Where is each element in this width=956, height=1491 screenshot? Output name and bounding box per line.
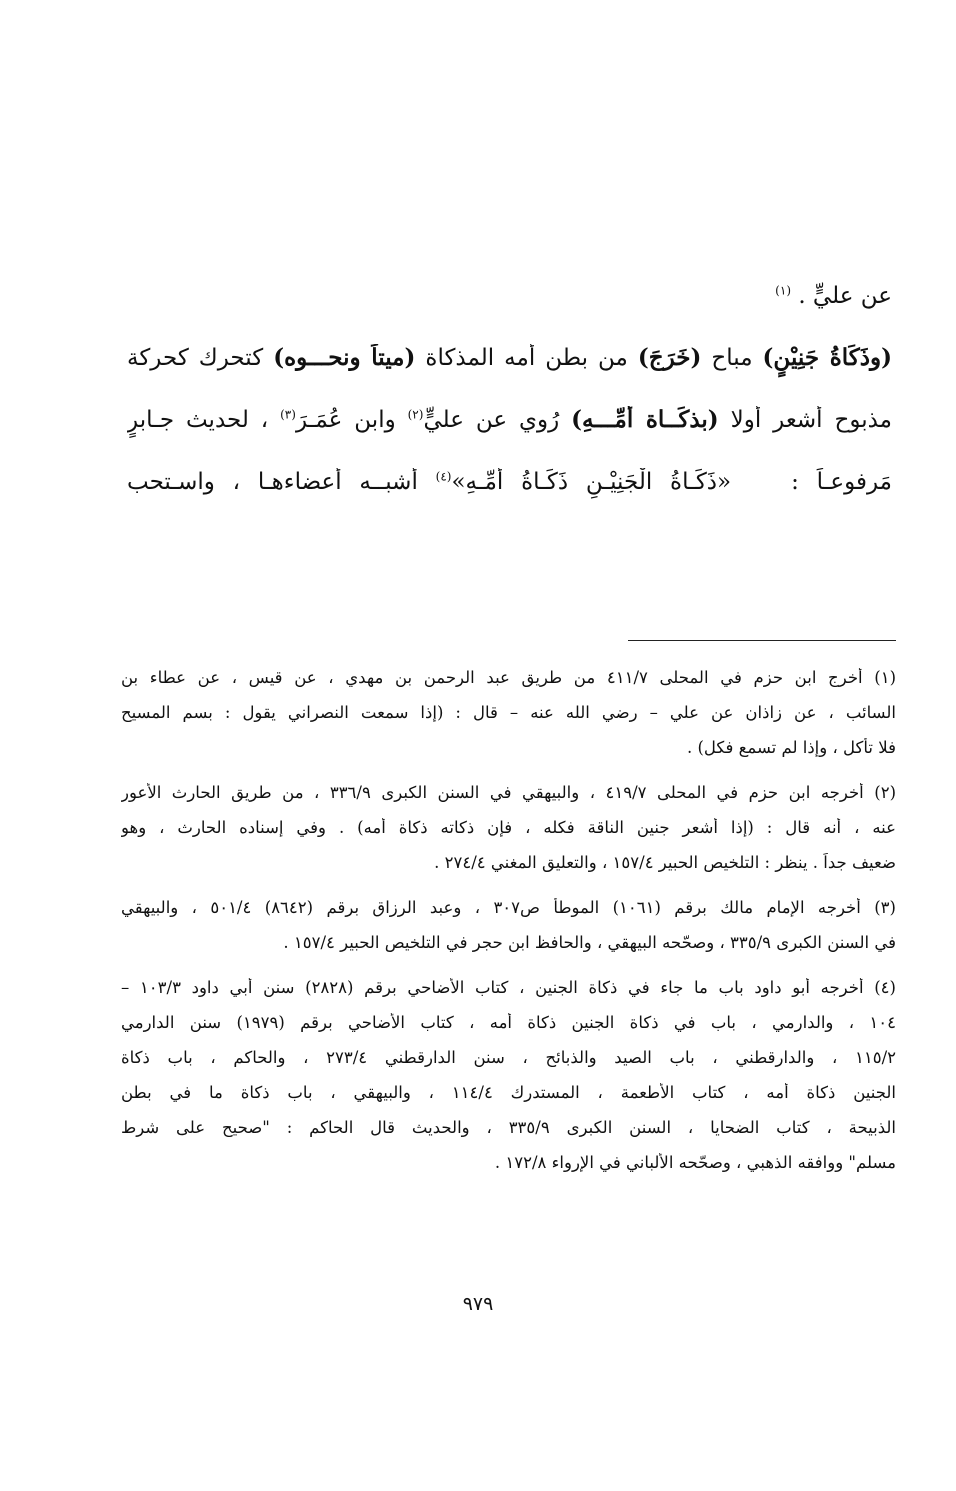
footnote-line: فلا تأكل ، وإذا لم تسمع فكل) .: [686, 738, 896, 757]
body-text-segment: ، لحديث جـابرٍ: [127, 407, 281, 433]
body-text-segment: رُوي عن عليٍّ: [423, 407, 572, 433]
footnote-ref-2[interactable]: (٢): [407, 407, 424, 422]
footnote-line: في السنن الكبرى ٣٣٥/٩ ، وصحّحه البيهقي ، والحافظ ابن حجر في التلخيص الحبير ١٥٧/٤ .: [283, 933, 896, 952]
hadith-quote: «ذَكَـاةُ الْجَنِيْـنِ ذَكَـاةُ أُمِّـهِ»: [451, 469, 732, 495]
body-text-segment: من بطن أمه المذكاة: [415, 345, 638, 371]
body-text-segment: أشبــه أعضاءهـا ، واسـتحب: [127, 469, 436, 495]
footnote-line: (٣) أخرجه الإمام مالك برقم (١٠٦١) الموطأ ص٣٠٧ ، وعبد الرزاق برقم (٨٦٤٢) ٥٠١/٤ ، والبيهقي: [121, 898, 896, 917]
body-text-segment: مباح: [701, 345, 763, 371]
footnote-divider: [628, 640, 896, 641]
footnote-3: [121, 898, 896, 968]
footnote-line: السائب ، عن زاذان عن علي – رضي الله عنه – قال : (إذا سمعت النصراني يقول : بسم المسيح: [121, 703, 896, 722]
footnote-line: الذبيحة ، كتاب الضحايا ، السنن الكبرى ٣٣٥/٩ ، والحديث قال الحاكم : "صحيح على شرط: [121, 1118, 896, 1137]
body-line-2: [127, 344, 892, 406]
footnote-2: [121, 783, 896, 888]
footnotes: [121, 668, 896, 1198]
footnote-ref-4[interactable]: (٤): [435, 469, 452, 484]
footnote-4: [121, 978, 896, 1188]
footnote-line: ١٠٤ ، والدارمي ، باب في ذكاة الجنين ذكاة أمه ، كتاب الأضاحي برقم (١٩٧٩) سنن الدارمي: [121, 1013, 896, 1032]
body-bold-segment: (وذَكَاةُ جَنِيْنٍ): [762, 344, 892, 371]
footnote-ref-3[interactable]: (٣): [280, 407, 296, 422]
body-text-segment: مذبوح أشعر أولا: [718, 407, 892, 433]
body-bold-segment: (خَرَجَ): [637, 344, 702, 371]
footnote-line: ١١٥/٢ ، والدارقطني ، باب الصيد والذبائح ، سنن الدارقطني ٢٧٣/٤ ، والحاكم ، باب ذكاة: [121, 1048, 896, 1067]
footnote-line: مسلم" ووافقه الذهبي ، وصحّحه الألباني في الإرواء ١٧٢/٨ .: [494, 1153, 896, 1172]
body-text-segment: وابن عُمَـرَ: [295, 407, 408, 433]
body-bold-segment: (بذكَــاة أُمِّـــهِ): [571, 406, 719, 433]
footnote-line: الجنين ذكاة أمه ، كتاب الأطعمة ، المستدرك ١١٤/٤ ، والبيهقي ، باب ذكاة ما في بطن: [121, 1083, 896, 1102]
footnote-ref-1[interactable]: (١): [775, 283, 791, 298]
body-text-segment: عن عليٍّ .: [798, 283, 892, 309]
body-text-segment: مَرفوعـاً :: [791, 469, 892, 495]
footnote-line: (٢) أخرجه ابن حزم في المحلى ٤١٩/٧ ، والبيهقي في السنن الكبرى ٣٣٦/٩ ، من طريق الحارث الأعور: [121, 783, 896, 802]
footnote-line: ضعيف جداً . ينظر : التلخيص الحبير ١٥٧/٤ ، والتعليق المغني ٢٧٤/٤ .: [434, 853, 896, 872]
footnote-line: (١) أخرج ابن حزم في المحلى ٤١١/٧ من طريق عبد الرحمن بن مهدي ، عن قيس ، عن عطاء بن: [121, 668, 896, 687]
footnote-line: (٤) أخرجه أبو داود باب ما جاء في ذكاة الجنين ، كتاب الأضاحي برقم (٢٨٢٨) سنن أبي داود ١٠٣/٣ –: [121, 978, 896, 997]
body-line-3: [127, 406, 892, 468]
body-line-1: [127, 282, 892, 344]
footnote-line: عنه ، أنه قال : (إذا أشعر جنين الناقة فكله ، فإن ذكاته ذكاة أمه) . وفي إسناده الحارث ، وهو: [121, 818, 896, 837]
footnote-1: [121, 668, 896, 773]
main-text: [127, 282, 892, 530]
body-text-segment: كتحرك كحركة: [127, 345, 274, 371]
body-line-4: [127, 468, 892, 530]
page-number: ٩٧٩: [462, 1293, 494, 1315]
body-bold-segment: (ميتاً ونحـــوه): [273, 344, 416, 371]
